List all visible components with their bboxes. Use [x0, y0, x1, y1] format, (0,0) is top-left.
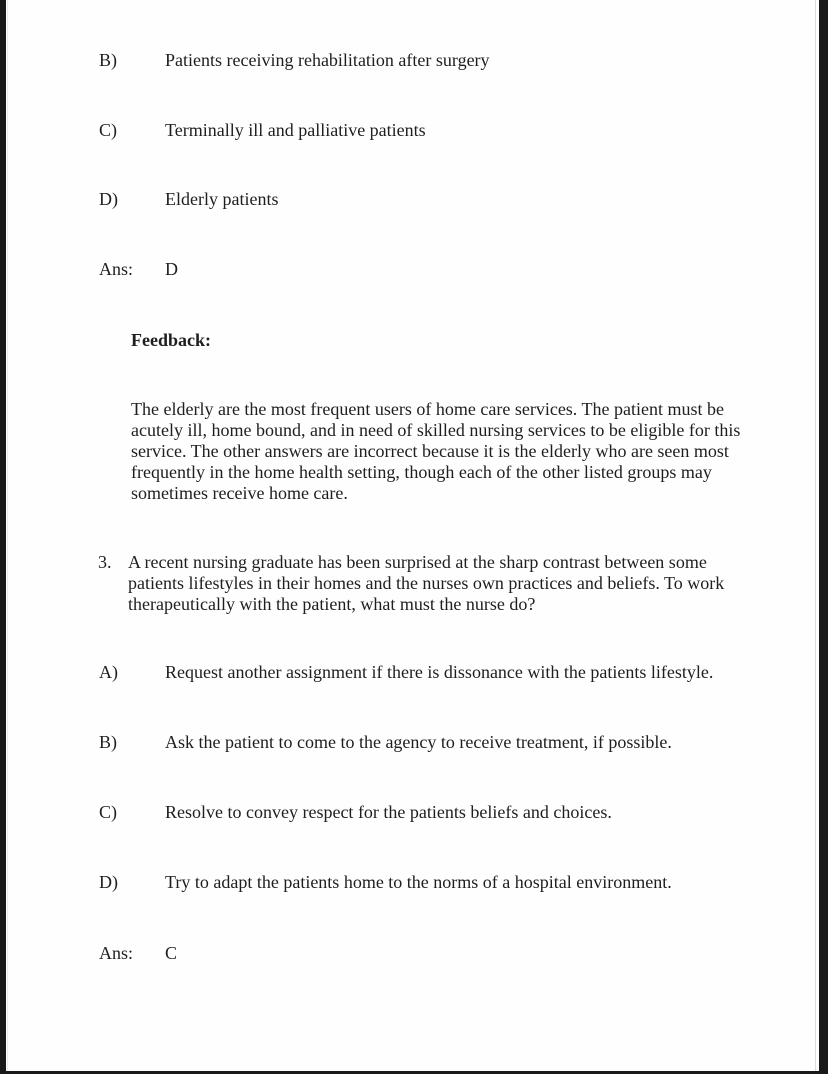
option-text: Try to adapt the patients home to the norms of a hospital environment. — [165, 872, 672, 892]
feedback-line: acutely ill, home bound, and in need of skilled nursing services to be eligible for this — [131, 420, 741, 440]
option-text: Patients receiving rehabilitation after surgery — [165, 50, 490, 70]
answer-label: Ans: — [99, 259, 134, 279]
question-prompt — [128, 552, 724, 615]
question-prompt-line: A recent nursing graduate has been surprised at the sharp contrast between some — [128, 552, 707, 572]
right-page-edge — [819, 0, 828, 1074]
option-letter: C) — [99, 802, 117, 822]
option-letter: D) — [99, 189, 118, 209]
feedback-line: sometimes receive home care. — [131, 483, 348, 503]
option-text: Request another assignment if there is dissonance with the patients lifestyle. — [165, 662, 714, 682]
feedback-heading: Feedback: — [131, 330, 211, 350]
question-number: 3. — [98, 552, 112, 572]
feedback-line: frequently in the home health setting, though each of the other listed groups may — [131, 462, 712, 482]
option-text: Terminally ill and palliative patients — [165, 120, 426, 140]
answer-value: C — [165, 943, 178, 963]
option-letter: A) — [99, 662, 118, 682]
option-text: Elderly patients — [165, 189, 279, 209]
option-letter: B) — [99, 732, 117, 752]
question-prompt-line: therapeutically with the patient, what must the nurse do? — [128, 594, 536, 614]
option-letter: D) — [99, 872, 118, 892]
feedback-line: The elderly are the most frequent users of home care services. The patient must be — [131, 399, 724, 419]
left-edge-shadow — [7, 0, 8, 1074]
answer-value: D — [165, 259, 178, 279]
option-text: Resolve to convey respect for the patients beliefs and choices. — [165, 802, 612, 822]
option-letter: C) — [99, 120, 117, 140]
feedback-line: service. The other answers are incorrect because it is the elderly who are seen most — [131, 441, 729, 461]
left-page-edge — [0, 0, 6, 1074]
answer-label: Ans: — [99, 943, 134, 963]
right-edge-shadow — [815, 0, 816, 1074]
feedback-paragraph — [131, 399, 740, 504]
question-prompt-line: patients lifestyles in their homes and the nurses own practices and beliefs. To work — [128, 573, 725, 593]
option-letter: B) — [99, 50, 117, 70]
option-text: Ask the patient to come to the agency to receive treatment, if possible. — [165, 732, 672, 752]
